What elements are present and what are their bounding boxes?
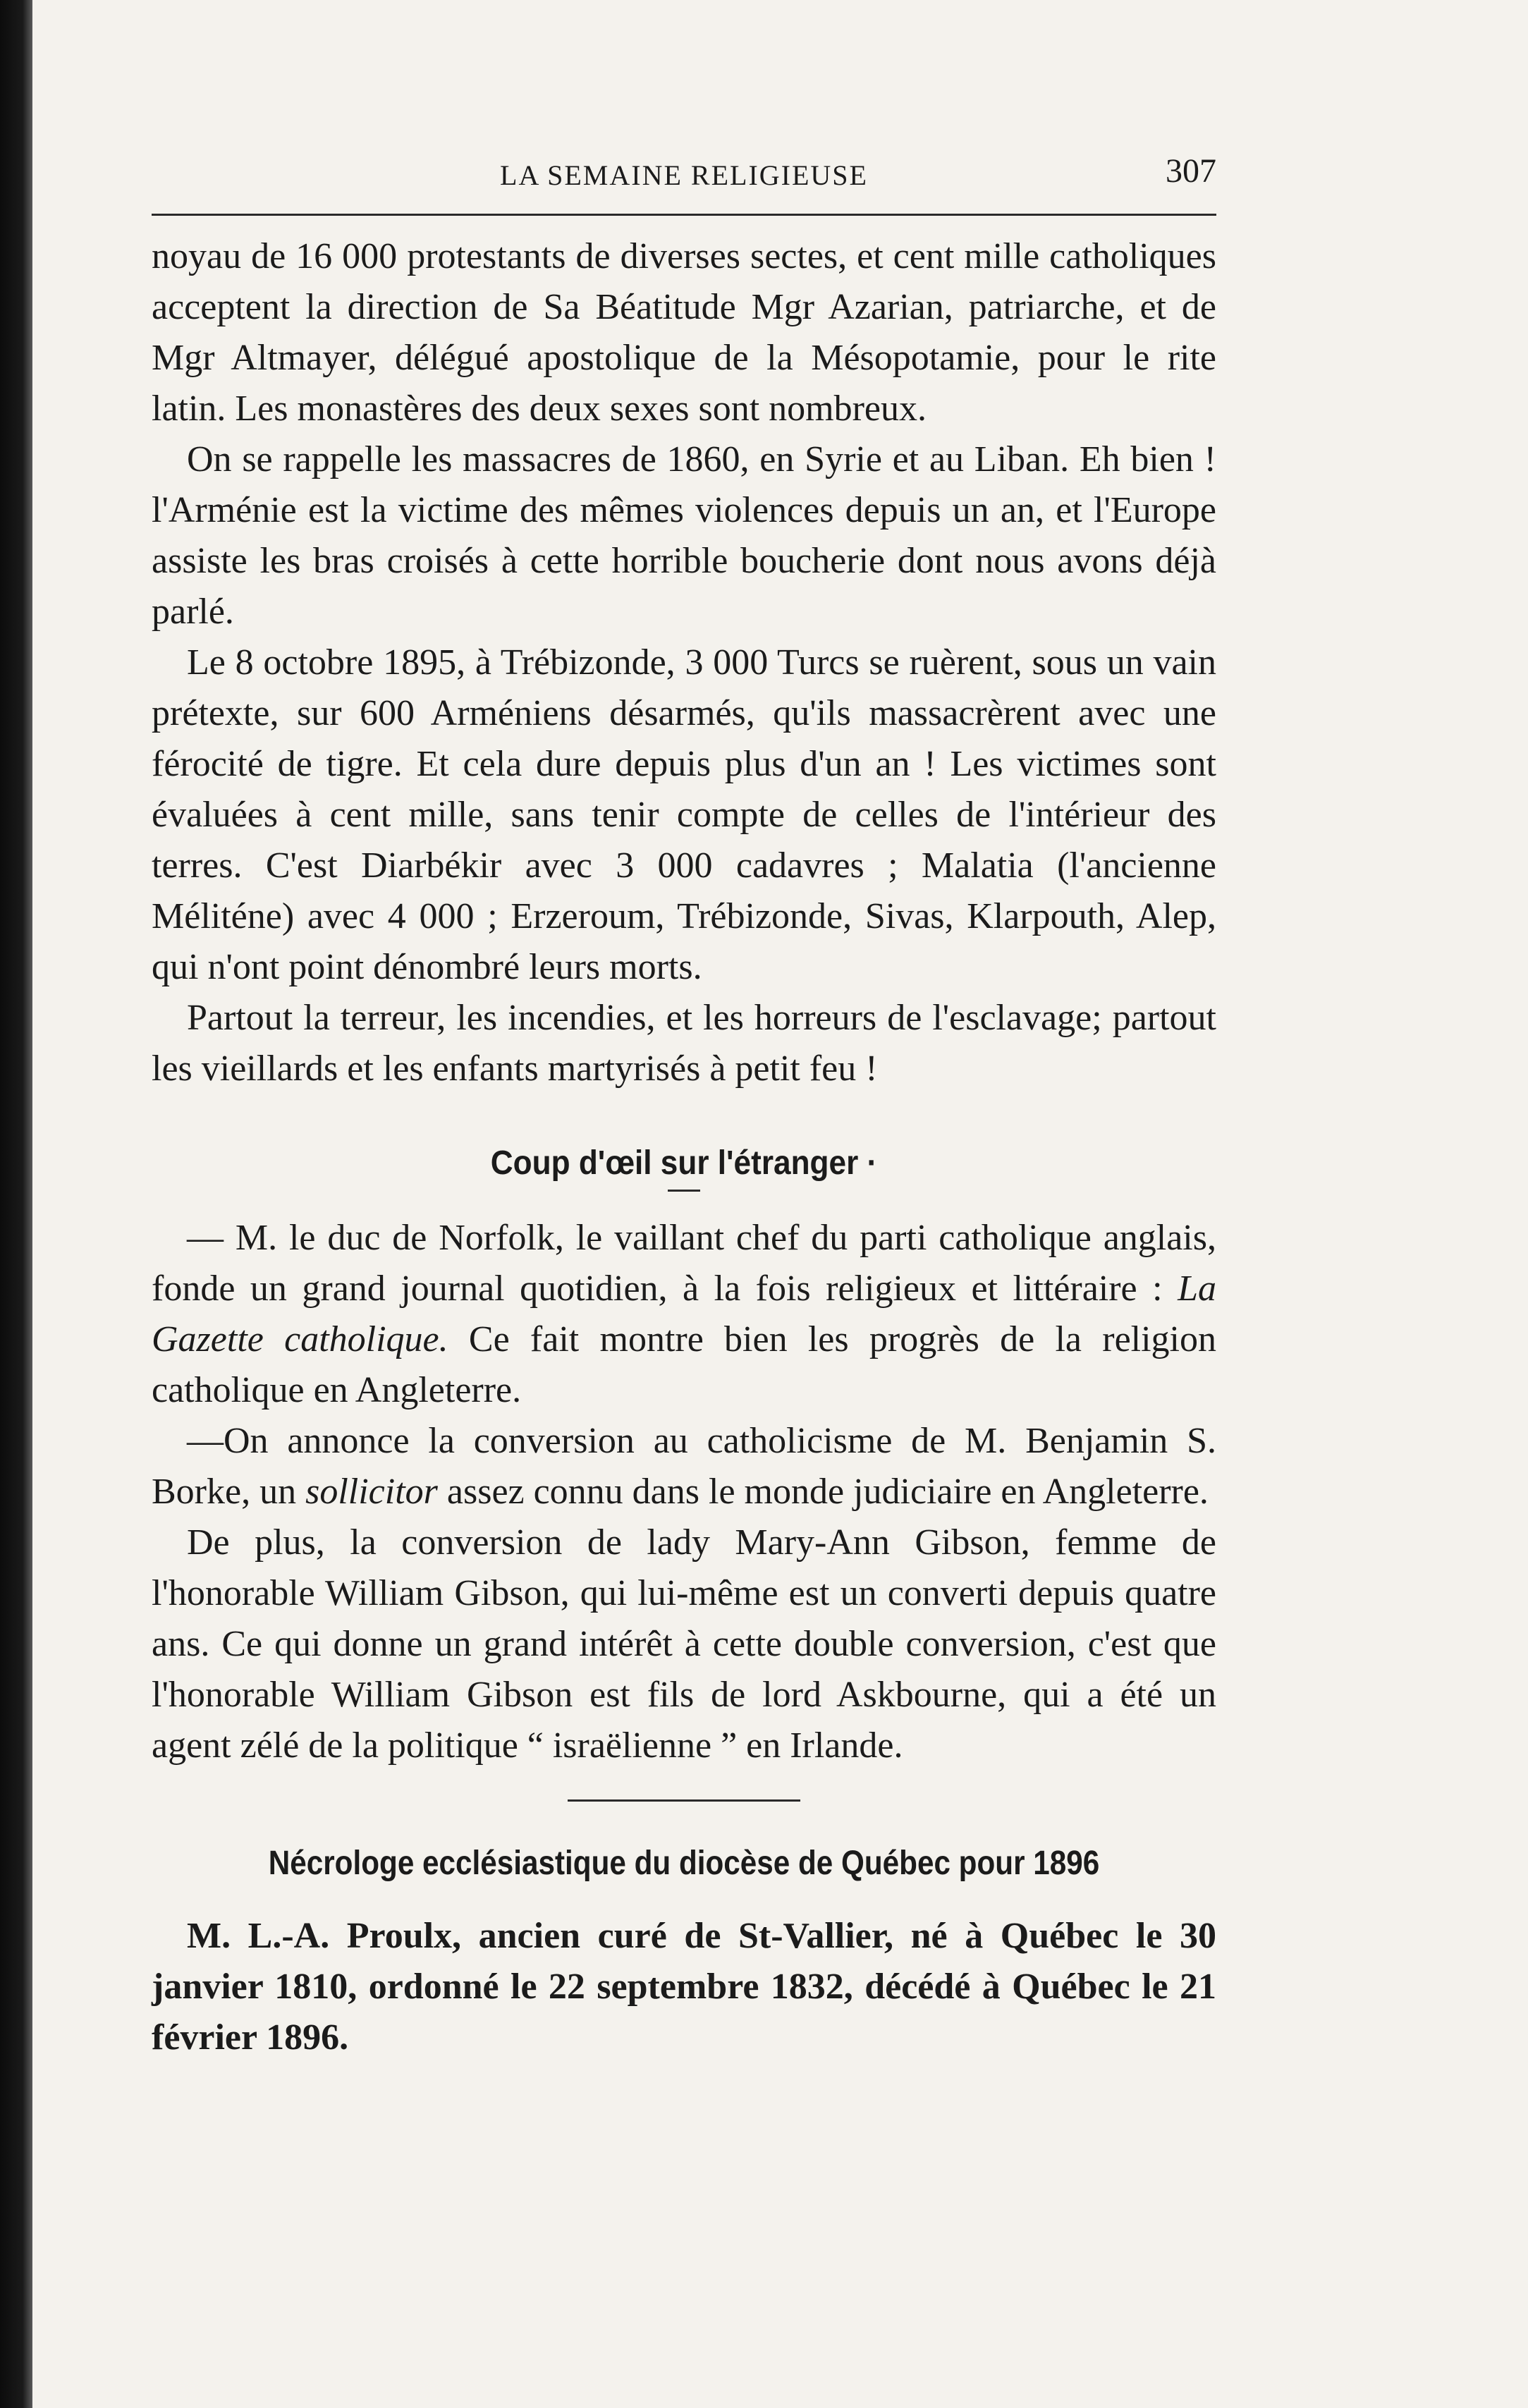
italic-term: sollicitor — [305, 1472, 438, 1512]
book-binding-edge — [0, 0, 32, 2408]
running-title: LA SEMAINE RELIGIEUSE — [500, 159, 868, 191]
paragraph-norfolk — [152, 1213, 1216, 1416]
paragraph-terreur: Partout la terreur, les incendies, et les horreurs de l'esclavage; partout les vieillards et les enfants martyrisés à petit feu ! — [152, 998, 1216, 1089]
paragraph-gibson: De plus, la conversion de lady Mary-Ann Gibson, femme de l'honorable William Gibson, qui lui-même est un converti depuis quatre ans. Ce qui donne un grand intérêt à cette double conversion, c'est que l'honorable William Gibson est fils de lord Askbourne, qui a été un agent zélé de la politique “ israëlienne ” en Irlande. — [152, 1522, 1216, 1766]
paragraph-borke — [152, 1416, 1216, 1517]
page-header — [152, 152, 1216, 208]
paragraph-proulx: M. L.-A. Proulx, ancien curé de St-Vallier, né à Québec le 30 janvier 1810, ordonné le 22 septembre 1832, décédé à Québec le 21 février 1896. — [152, 1916, 1216, 2058]
text-segment: Ce fait montre bien les progrès de la religion catholique en Angleterre. — [152, 1319, 1216, 1410]
journal-title: La Gazette catholique. — [152, 1269, 1216, 1359]
paragraph-continued: noyau de 16 000 protestants de diverses sectes, et cent mille catholiques acceptent la direction de Sa Béatitude Mgr Azarian, patriarche, et de Mgr Altmayer, délégué apostolique de la Mésopotamie, pour le rite latin. Les monastères des deux sexes sont nombreux. — [152, 236, 1216, 429]
section-separator — [568, 1799, 800, 1802]
text-segment: — M. le duc de Norfolk, le vaillant chef du parti catholique anglais, fonde un grand journal quotidien, à la fois religieux et littéraire : — [152, 1218, 1216, 1309]
document-page — [152, 152, 1216, 2063]
section-heading-etranger: Coup d'œil sur l'étranger · — [490, 1144, 878, 1182]
paragraph-massacres: On se rappelle les massacres de 1860, en Syrie et au Liban. Eh bien ! l'Arménie est la victime des mêmes violences depuis un an, et l'Europe assiste les bras croisés à cette horrible boucherie dont nous avons déjà parlé. — [152, 439, 1216, 632]
header-rule — [152, 214, 1216, 216]
paragraph-trebizonde: Le 8 octobre 1895, à Trébizonde, 3 000 Turcs se ruèrent, sous un vain prétexte, sur 600 Arméniens désarmés, qu'ils massacrèrent avec une férocité de tigre. Et cela dure depuis plus d'un an ! Les victimes sont évaluées à cent mille, sans tenir compte de celles de l'intérieur des terres. C'est Diarbékir avec 3 000 cadavres ; Malatia (l'ancienne Méliténe) avec 4 000 ; Erzeroum, Trébizonde, Sivas, Klarpouth, Alep, qui n'ont point dénombré leurs morts. — [152, 642, 1216, 987]
text-segment: assez connu dans le monde judiciaire en Angleterre. — [437, 1472, 1209, 1512]
page-number: 307 — [1166, 152, 1216, 190]
section-heading-necrologe: Nécrologe ecclésiastique du diocèse de Québec pour 1896 — [268, 1845, 1100, 1882]
text-segment: —On annonce la conversion au catholicisme de M. Benjamin S. Borke, un — [152, 1421, 1216, 1512]
heading-dash — [668, 1190, 700, 1192]
